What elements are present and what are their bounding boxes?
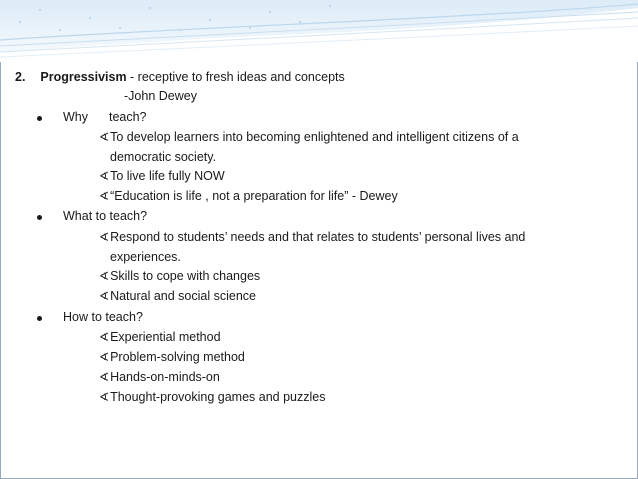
section-heading bbox=[15, 70, 345, 84]
arrow-icon: ∢ bbox=[99, 269, 110, 283]
list-item bbox=[99, 370, 220, 384]
arrow-icon: ∢ bbox=[99, 230, 110, 244]
arrow-icon: ∢ bbox=[99, 289, 110, 303]
section-title-rest: - receptive to fresh ideas and concepts bbox=[126, 70, 345, 84]
bullet-how bbox=[37, 316, 42, 321]
why-label: Why bbox=[63, 110, 88, 124]
list-item-text: Experiential method bbox=[110, 330, 221, 344]
bullet-what bbox=[37, 215, 42, 220]
list-item bbox=[99, 169, 225, 183]
list-item-text: Hands-on-minds-on bbox=[110, 370, 220, 384]
what-heading: What to teach? bbox=[63, 209, 148, 223]
arrow-icon: ∢ bbox=[99, 130, 110, 144]
list-item bbox=[99, 269, 260, 283]
arrow-icon: ∢ bbox=[99, 370, 110, 384]
list-item-text: Problem-solving method bbox=[110, 350, 245, 364]
list-item bbox=[99, 390, 325, 404]
list-item bbox=[99, 130, 519, 144]
list-item-continuation: democratic society. bbox=[110, 150, 217, 164]
section-number: 2. bbox=[15, 70, 26, 84]
arrow-icon: ∢ bbox=[99, 330, 110, 344]
list-item-text: Natural and social science bbox=[110, 289, 256, 303]
arrow-icon: ∢ bbox=[99, 189, 110, 203]
list-item-text: To develop learners into becoming enlightened and intelligent citizens of a bbox=[110, 130, 519, 144]
list-item bbox=[99, 289, 256, 303]
list-item-text: “Education is life , not a preparation for life” - Dewey bbox=[110, 189, 398, 203]
list-item bbox=[99, 189, 398, 203]
list-item bbox=[99, 230, 525, 244]
list-item bbox=[99, 350, 245, 364]
why-heading bbox=[63, 110, 147, 124]
arrow-icon: ∢ bbox=[99, 390, 110, 404]
list-item-text: Thought-provoking games and puzzles bbox=[110, 390, 326, 404]
arrow-icon: ∢ bbox=[99, 169, 110, 183]
list-item-text: Skills to cope with changes bbox=[110, 269, 261, 283]
how-heading: How to teach? bbox=[63, 310, 143, 324]
list-item-text: Respond to students’ needs and that relates to students’ personal lives and bbox=[110, 230, 526, 244]
bullet-why bbox=[37, 116, 42, 121]
section-author: -John Dewey bbox=[124, 89, 197, 103]
arrow-icon: ∢ bbox=[99, 350, 110, 364]
list-item-continuation: experiences. bbox=[110, 250, 181, 264]
section-title: Progressivism bbox=[40, 70, 127, 84]
list-item-text: To live life fully NOW bbox=[110, 169, 225, 183]
why-label-2: teach? bbox=[108, 110, 147, 124]
list-item bbox=[99, 330, 221, 344]
